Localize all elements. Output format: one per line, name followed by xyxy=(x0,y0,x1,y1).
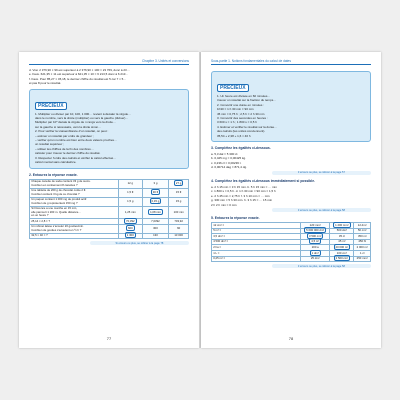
option-text: 2 500 cm² xyxy=(335,256,349,261)
table-row xyxy=(30,197,189,206)
question-cell: 0,25 m² = xyxy=(212,256,301,262)
exercise-line: e. 2 h 45 min = 2,75 h f. 3 h 10 min = … min xyxy=(211,193,270,198)
option-text: 1,25 min xyxy=(124,209,136,214)
exercise-title: 5. Entourez la réponse exacte. xyxy=(211,216,260,221)
option-text: 15 € xyxy=(175,189,182,194)
option-text: 500 dm³ xyxy=(336,228,347,233)
option-text: 1 200 mm² xyxy=(335,222,349,227)
box-line: dans le nombre, vers la droite (multiplier) ou vers la gauche (diviser)… xyxy=(35,116,129,121)
box-line: 3. Convertir des secondes en heures : xyxy=(217,116,268,121)
table-row xyxy=(212,256,371,262)
option-text: 27 g xyxy=(175,180,182,185)
answer-option[interactable] xyxy=(119,188,143,197)
right-page xyxy=(201,52,381,348)
option-text: 35 cl xyxy=(338,233,345,238)
running-head: Chapitre 3. Unités et conversions xyxy=(142,59,189,63)
review-reference: 3 erreurs ou plus, se référer à la page 58 xyxy=(272,264,371,268)
option-text: 1,5 € xyxy=(127,189,134,194)
option-text: 60 xyxy=(177,225,181,230)
box-line: 45 min = 0,75 h ; 2,5 h = 2 h 30 min xyxy=(217,111,265,116)
option-text: 100 cm³ xyxy=(336,250,347,255)
table-row xyxy=(30,206,189,218)
answer-option[interactable] xyxy=(119,206,143,218)
option-text: 120 mm² xyxy=(309,222,321,227)
exercise-line: a. 2 h 15 min = 3 h 15 min. b. 5 h 15 min = … min xyxy=(211,184,277,189)
answer-option[interactable] xyxy=(169,224,189,233)
box-title: PRÉCIEUX xyxy=(217,84,249,92)
box-title: PRÉCIEUX xyxy=(35,102,67,110)
option-text: 30 € xyxy=(152,189,159,194)
question-cell xyxy=(30,179,119,188)
question-cell xyxy=(30,233,119,239)
left-page-content xyxy=(29,68,189,334)
table-row xyxy=(30,188,189,197)
option-text: 13 000 xyxy=(174,233,183,238)
left-page xyxy=(19,52,199,348)
precieux-box xyxy=(211,71,371,142)
option-text: 3 500 cm³ xyxy=(308,233,322,238)
question-line: Combien en contiennent 8 canettes ? xyxy=(31,182,78,187)
box-line: des calculs (les unités conviennent). xyxy=(217,129,266,134)
exercise-line: a. 5,3 dal = 5 300 cl. xyxy=(211,152,239,157)
option-text: 15 g xyxy=(175,198,182,203)
answer-table xyxy=(211,222,371,262)
option-text: 250 mm² xyxy=(356,256,368,261)
option-text: 0,15 g xyxy=(151,198,160,203)
option-text: 2 000 m² xyxy=(356,245,368,250)
exercise-line: b. 0,425 mg = 0,00425 kg. xyxy=(211,156,246,161)
option-text: 12 dm² xyxy=(357,222,367,227)
table-row xyxy=(30,179,189,188)
exercise-line: 2 h 2 h min = 0 min xyxy=(211,202,237,207)
answer-option-circled[interactable] xyxy=(142,206,169,218)
exercise-line: c. 1 800 s = 0,5 h. d. 1 h 30 min = 90 min = 1,5 h xyxy=(211,189,276,194)
answer-option[interactable] xyxy=(142,233,169,239)
answer-option[interactable] xyxy=(301,256,330,262)
option-text: 1 cl xyxy=(359,250,365,255)
option-text: 7,0392 xyxy=(151,218,160,223)
box-line: 1. Un heure est divisée en 60 minutes… xyxy=(217,94,271,98)
text-line: et pas 8 pour le résultat. xyxy=(29,81,62,86)
text-line: e. Faux. 621,35 × 11 est supérieur à 621,35 × 10 = 6 213,5 donc à 6 213… xyxy=(29,72,129,77)
box-line: – utiliser les chiffres de la fin des nombres… xyxy=(35,146,94,151)
box-line: un résultat supérieur ; xyxy=(35,142,65,147)
question-cell: 12 cm² = xyxy=(212,223,301,229)
option-text: 100 min xyxy=(173,209,184,214)
exercise-title: 2. Entourez la réponse exacte. xyxy=(29,172,78,177)
header-rule xyxy=(29,64,189,65)
option-text: 600 xyxy=(127,225,133,230)
answer-option-circled[interactable] xyxy=(169,179,189,188)
page-number: 77 xyxy=(106,336,112,341)
option-text: 1,08 min xyxy=(150,209,161,214)
box-line: – vérifier qu’un nombre est bien entre deux valeurs proches… xyxy=(35,138,118,143)
answer-option[interactable] xyxy=(169,233,189,239)
question-line: Combien coûtent 3 kg de ce chocolat ? xyxy=(31,191,80,196)
answer-option[interactable] xyxy=(119,179,143,188)
question-line: elle parcourt 1 200 m. Quelle distance… xyxy=(31,209,82,214)
box-line: sur la gauche si nécessaire, vers la droite sinon… xyxy=(35,124,102,129)
answer-option[interactable] xyxy=(142,179,169,188)
option-text: 3 g xyxy=(153,180,158,185)
question-line: 25,14 × 2,8 = ? xyxy=(31,218,51,223)
option-text: 703,92 xyxy=(174,218,183,223)
answer-table xyxy=(29,179,189,240)
option-text: 50 cm³ xyxy=(357,228,367,233)
question-line: Un paquet contient 1 000 mg de produit actif. xyxy=(31,197,88,202)
box-line: 4. Estimer et vérifier le résultat sur la durée… xyxy=(217,124,278,129)
answer-option[interactable] xyxy=(169,197,189,206)
answer-option[interactable] xyxy=(169,188,189,197)
question-cell xyxy=(30,197,119,206)
exercise-title: 4. Complétez les égalités ci-dessous immédiatement si possible. xyxy=(211,178,316,183)
exercise-line: c. 0,236 cl = 0,00236 l. xyxy=(211,160,242,165)
question-cell: 2 ha = xyxy=(212,245,301,251)
header-rule xyxy=(211,64,371,65)
page-number: 78 xyxy=(288,336,294,341)
option-text: 4,5 m³ xyxy=(311,239,320,244)
answer-option[interactable] xyxy=(142,224,169,233)
question-cell: 3,5 dm³ = xyxy=(212,234,301,240)
question-cell xyxy=(30,188,119,197)
box-line: 1h30 = 1 h 30 min = 90 min xyxy=(217,107,254,112)
review-reference: Si erreurs ou plus, se référer à la page 78 xyxy=(90,241,189,245)
review-reference: 3 erreurs ou plus, se référer à la page 57 xyxy=(272,171,371,175)
box-line: 2. Pour vérifier la vraisemblance d’un résultat, on peut : xyxy=(35,129,109,134)
option-text: 25 dm² xyxy=(310,256,320,261)
question-cell: 1 L = xyxy=(212,251,301,257)
running-head: Sous-partie 1. Notions fondamentales du calcul de dates xyxy=(211,59,291,63)
question-line: Combien de g représentent 150 mg ? xyxy=(31,200,78,205)
question-line: Si Florence a une marche en 15 min, xyxy=(31,206,78,211)
answer-option-circled[interactable] xyxy=(330,256,354,262)
box-line: 2. Convertir une durée en minutes : xyxy=(217,102,265,107)
right-page-content xyxy=(211,68,371,334)
exercise-line: d. 0,00714 dag = 871,4 dg. xyxy=(211,165,247,170)
precieux-box xyxy=(29,89,189,169)
exercise-title: 3. Complétez les égalités ci-dessous. xyxy=(211,146,271,151)
review-reference: 3 erreurs ou plus, se référer à la page 58 xyxy=(272,208,371,212)
intro-text xyxy=(29,68,189,86)
question-line: Combien de gouttes s’écoulent en ½ h ? xyxy=(31,227,82,232)
table-row xyxy=(30,224,189,233)
option-text: 350 ml xyxy=(357,233,367,238)
question-line: Chaque canette de soda contient 33 g de sucre. xyxy=(31,179,91,184)
option-text: 200 a xyxy=(311,245,319,250)
box-line: 1. Multiplier ou diviser par 10, 100, 1 000… revient à décaler la virgule… xyxy=(35,111,132,116)
option-text: 300 xyxy=(153,225,158,230)
question-cell xyxy=(30,224,119,233)
question-cell: 5 m³ = xyxy=(212,228,301,234)
option-text: 20 000 m² xyxy=(335,245,349,250)
option-text: 1,5 g xyxy=(127,198,134,203)
option-text: 12 g xyxy=(127,180,134,185)
option-text: 130 xyxy=(153,233,158,238)
option-text: 450 hl xyxy=(358,239,366,244)
option-text: 70,392 xyxy=(126,218,135,223)
option-text: 1 dm³ xyxy=(311,250,319,255)
box-line: 35,54 + 2,38 + 1,6 ≈ 40 h xyxy=(217,133,251,138)
answer-option[interactable] xyxy=(119,197,143,206)
exercise-line: g. 330 min = 5 h 30 min. h. 3 h 15 = … 15 min xyxy=(211,198,273,203)
box-line: Multiplier par 10ⁿ décale la virgule de n rangs vers la droite… xyxy=(35,120,116,125)
table-row xyxy=(30,233,189,239)
question-cell: 4 500 dm³ = xyxy=(212,239,301,245)
question-line: en un heure ? xyxy=(31,212,49,217)
option-text: 1 300 xyxy=(126,233,134,238)
box-line: 3 600 s = 1 h ; 1 800 s = 0,5 h xyxy=(217,120,257,125)
option-text: 45 m³ xyxy=(338,239,346,244)
box-line: 3. Respecter l’ordre des calculs et vérifier le calcul effectué… xyxy=(35,155,117,160)
text-line: d. Vrai. 2 376,90 × 99 est supérieur à 2 376,90 × 100 = 23 769, donc à 23… xyxy=(29,68,130,72)
question-cell xyxy=(30,206,119,218)
text-line: f. Faux. Pour 85,27 × 45,18, le dernier chiffre du résultat est 5 car 7 × 5… xyxy=(29,76,127,81)
question-line: Une tablette de 200 g de chocolat coûte 2 €. xyxy=(31,188,87,193)
answer-option-circled[interactable] xyxy=(119,233,143,239)
option-text: 5 000 000 dm³ xyxy=(306,228,325,233)
box-line: – estimer un résultat par ordre de grandeur ; xyxy=(35,133,94,138)
question-line: 32,5 × 40 = ? xyxy=(31,233,48,238)
box-line: calcul mental sans calculatrice. xyxy=(35,160,77,165)
question-line: Un robinet laisse s’écouler 20 gouttes/min. xyxy=(31,224,84,229)
box-line: trouver un résultat sur la fraction du temps… xyxy=(217,98,277,103)
answer-option[interactable] xyxy=(354,256,371,262)
answer-option[interactable] xyxy=(169,206,189,218)
answer-option-circled[interactable] xyxy=(142,197,169,206)
box-line: calculer pour trouver le dernier chiffre du résultat. xyxy=(35,151,101,156)
answer-option-circled[interactable] xyxy=(142,188,169,197)
